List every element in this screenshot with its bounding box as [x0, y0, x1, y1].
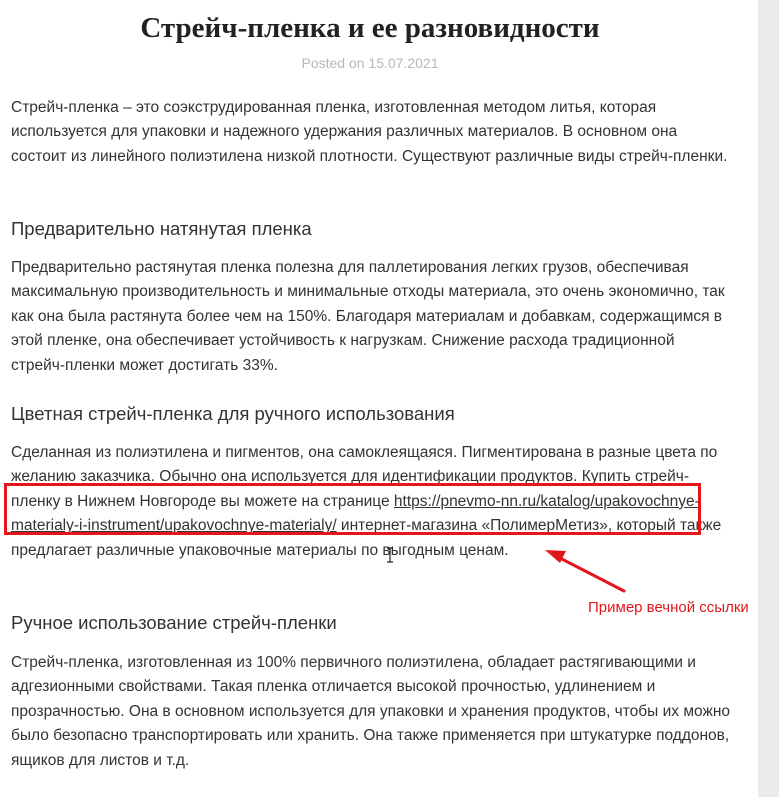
article-title: Стрейч-пленка и ее разновидности [140, 12, 600, 44]
annotation-label: Пример вечной ссылки [588, 599, 749, 616]
section-text-manual: Стрейч-пленка, изготовленная из 100% первичного полиэтилена, обладает растягивающими и адгезионными свойствами. Такая пленка отличается высокой прочностью, удлинением и прозрачностью. Она в основном используется для упаковки и хранения продуктов, чтобы их можно было безопасно транспортировать или хранить. Она также применяется при штукатурке поддонов, ящиков для листов и т.д. [11, 654, 730, 769]
section-text-prestretched: Предварительно растянутая пленка полезна для паллетирования легких грузов, обеспечивая максимальную производительность и минимальные отходы материала, это очень экономично, так как она была растянута более чем на 150%. Благодаря материалам и добавкам, содержащимся в этой пленке, она обеспечивает устойчивость к нагрузкам. Снижение расхода традиционной стрейч-пленки может достигать 33%. [11, 259, 725, 374]
colored-text-after-link: интернет-магазина «ПолимерМетиз», который также предлагает различные упаковочные материалы по выгодным ценам. [11, 517, 722, 559]
link-highlight-box [4, 483, 701, 535]
section-heading-colored: Цветная стрейч-пленка для ручного использования [11, 403, 455, 424]
intro-paragraph: Стрейч-пленка – это соэкструдированная пленка, изготовленная методом литья, которая используется для упаковки и надежного удержания различных материалов. В основном она состоит из линейного полиэтилена низкой плотности. Существуют различные виды стрейч-пленки. [11, 99, 728, 165]
colored-text-before-link: Сделанная из полиэтилена и пигментов, она самоклеящаяся. Пигментирована в разные цвета по желанию заказчика. Обычно она используется для идентификации продуктов. Купить стрейч-пленку в Нижнем Новгороде вы можете на странице [11, 444, 718, 510]
text-cursor-icon [386, 547, 394, 563]
section-heading-prestretched: Предварительно натянутая пленка [11, 218, 312, 239]
page-side-gutter [758, 0, 779, 797]
catalog-link[interactable]: https://pnevmo-nn.ru/katalog/upakovochnye-materialy-i-instrument/upakovochnye-materialy/ [11, 492, 700, 535]
section-heading-manual: Ручное использование стрейч-пленки [11, 612, 337, 633]
post-date: Posted on 15.07.2021 [301, 55, 439, 71]
